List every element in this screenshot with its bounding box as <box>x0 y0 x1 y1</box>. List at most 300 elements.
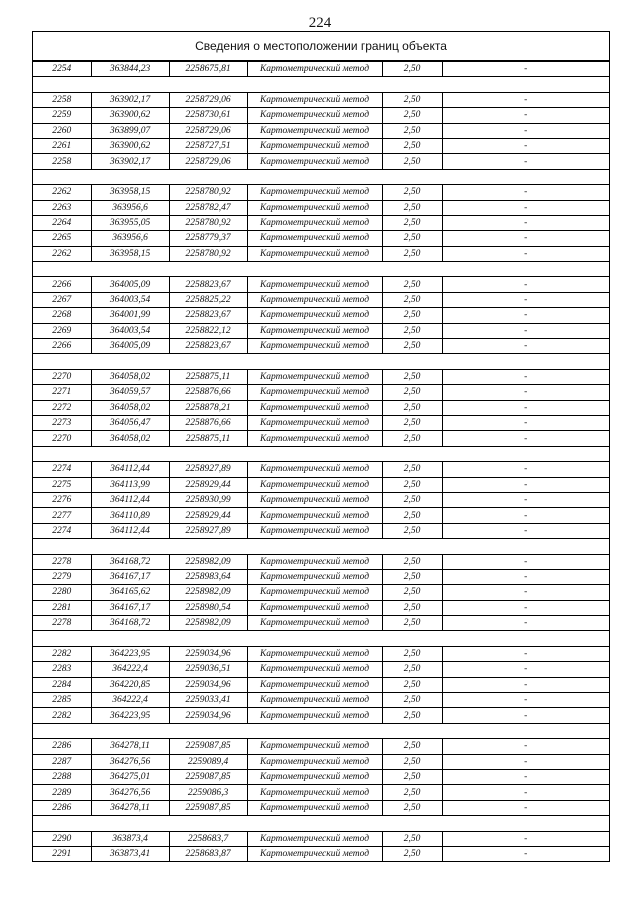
point-number-cell: 2278 <box>33 616 91 631</box>
y-coordinate-cell: 2258730,61 <box>169 108 247 123</box>
x-coordinate-cell: 364058,02 <box>91 369 169 384</box>
description-cell: - <box>442 277 609 292</box>
x-coordinate-cell: 364113,99 <box>91 477 169 492</box>
accuracy-cell: 2,50 <box>382 785 442 800</box>
y-coordinate-cell: 2258825,22 <box>169 292 247 307</box>
accuracy-cell: 2,50 <box>382 462 442 477</box>
description-cell: - <box>442 800 609 815</box>
description-cell: - <box>442 231 609 246</box>
point-number-cell: 2264 <box>33 215 91 230</box>
table-row <box>33 62 609 77</box>
x-coordinate-cell: 364276,56 <box>91 785 169 800</box>
y-coordinate-cell: 2258822,12 <box>169 323 247 338</box>
method-cell: Картометрический метод <box>247 646 382 661</box>
accuracy-cell: 2,50 <box>382 215 442 230</box>
accuracy-cell: 2,50 <box>382 769 442 784</box>
description-cell: - <box>442 569 609 584</box>
group-separator-row <box>33 631 609 646</box>
method-cell: Картометрический метод <box>247 385 382 400</box>
y-coordinate-cell: 2259087,85 <box>169 739 247 754</box>
y-coordinate-cell: 2259086,3 <box>169 785 247 800</box>
description-cell: - <box>442 292 609 307</box>
accuracy-cell: 2,50 <box>382 231 442 246</box>
group-separator-row <box>33 446 609 461</box>
point-number-cell: 2270 <box>33 431 91 446</box>
coordinates-table-frame <box>32 31 610 862</box>
point-number-cell: 2259 <box>33 108 91 123</box>
table-row <box>33 508 609 523</box>
y-coordinate-cell: 2258729,06 <box>169 154 247 169</box>
y-coordinate-cell: 2258823,67 <box>169 277 247 292</box>
coordinates-table-body <box>33 62 609 862</box>
point-number-cell: 2258 <box>33 154 91 169</box>
point-number-cell: 2269 <box>33 323 91 338</box>
accuracy-cell: 2,50 <box>382 708 442 723</box>
accuracy-cell: 2,50 <box>382 508 442 523</box>
point-number-cell: 2267 <box>33 292 91 307</box>
y-coordinate-cell: 2258876,66 <box>169 415 247 430</box>
method-cell: Картометрический метод <box>247 308 382 323</box>
point-number-cell: 2287 <box>33 754 91 769</box>
table-row <box>33 200 609 215</box>
point-number-cell: 2286 <box>33 739 91 754</box>
method-cell: Картометрический метод <box>247 400 382 415</box>
table-row <box>33 785 609 800</box>
method-cell: Картометрический метод <box>247 569 382 584</box>
y-coordinate-cell: 2258876,66 <box>169 385 247 400</box>
method-cell: Картометрический метод <box>247 62 382 77</box>
point-number-cell: 2268 <box>33 308 91 323</box>
y-coordinate-cell: 2258927,89 <box>169 523 247 538</box>
x-coordinate-cell: 364003,54 <box>91 292 169 307</box>
table-row <box>33 662 609 677</box>
point-number-cell: 2289 <box>33 785 91 800</box>
description-cell: - <box>442 308 609 323</box>
x-coordinate-cell: 364220,85 <box>91 677 169 692</box>
x-coordinate-cell: 364278,11 <box>91 800 169 815</box>
method-cell: Картометрический метод <box>247 739 382 754</box>
table-row <box>33 138 609 153</box>
point-number-cell: 2280 <box>33 585 91 600</box>
method-cell: Картометрический метод <box>247 492 382 507</box>
y-coordinate-cell: 2258927,89 <box>169 462 247 477</box>
table-row <box>33 831 609 846</box>
method-cell: Картометрический метод <box>247 200 382 215</box>
description-cell: - <box>442 508 609 523</box>
description-cell: - <box>442 185 609 200</box>
description-cell: - <box>442 92 609 107</box>
group-separator-cell <box>33 539 609 554</box>
point-number-cell: 2282 <box>33 646 91 661</box>
description-cell: - <box>442 677 609 692</box>
group-separator-row <box>33 723 609 738</box>
method-cell: Картометрический метод <box>247 846 382 861</box>
table-row <box>33 477 609 492</box>
accuracy-cell: 2,50 <box>382 477 442 492</box>
x-coordinate-cell: 363873,4 <box>91 831 169 846</box>
point-number-cell: 2265 <box>33 231 91 246</box>
method-cell: Картометрический метод <box>247 292 382 307</box>
accuracy-cell: 2,50 <box>382 431 442 446</box>
y-coordinate-cell: 2258779,37 <box>169 231 247 246</box>
x-coordinate-cell: 364058,02 <box>91 431 169 446</box>
method-cell: Картометрический метод <box>247 523 382 538</box>
description-cell: - <box>442 385 609 400</box>
accuracy-cell: 2,50 <box>382 554 442 569</box>
table-row <box>33 231 609 246</box>
x-coordinate-cell: 364005,09 <box>91 277 169 292</box>
accuracy-cell: 2,50 <box>382 62 442 77</box>
description-cell: - <box>442 400 609 415</box>
x-coordinate-cell: 364275,01 <box>91 769 169 784</box>
accuracy-cell: 2,50 <box>382 600 442 615</box>
y-coordinate-cell: 2258729,06 <box>169 92 247 107</box>
method-cell: Картометрический метод <box>247 108 382 123</box>
accuracy-cell: 2,50 <box>382 323 442 338</box>
point-number-cell: 2277 <box>33 508 91 523</box>
table-row <box>33 385 609 400</box>
description-cell: - <box>442 339 609 354</box>
group-separator-cell <box>33 631 609 646</box>
x-coordinate-cell: 364167,17 <box>91 600 169 615</box>
y-coordinate-cell: 2258929,44 <box>169 508 247 523</box>
point-number-cell: 2288 <box>33 769 91 784</box>
x-coordinate-cell: 364001,99 <box>91 308 169 323</box>
method-cell: Картометрический метод <box>247 185 382 200</box>
point-number-cell: 2262 <box>33 185 91 200</box>
description-cell: - <box>442 693 609 708</box>
y-coordinate-cell: 2258780,92 <box>169 246 247 261</box>
x-coordinate-cell: 364059,57 <box>91 385 169 400</box>
point-number-cell: 2284 <box>33 677 91 692</box>
x-coordinate-cell: 364276,56 <box>91 754 169 769</box>
method-cell: Картометрический метод <box>247 462 382 477</box>
accuracy-cell: 2,50 <box>382 754 442 769</box>
x-coordinate-cell: 364112,44 <box>91 462 169 477</box>
method-cell: Картометрический метод <box>247 616 382 631</box>
y-coordinate-cell: 2259087,85 <box>169 800 247 815</box>
y-coordinate-cell: 2258727,51 <box>169 138 247 153</box>
x-coordinate-cell: 364168,72 <box>91 616 169 631</box>
description-cell: - <box>442 154 609 169</box>
group-separator-cell <box>33 816 609 831</box>
method-cell: Картометрический метод <box>247 785 382 800</box>
table-row <box>33 277 609 292</box>
table-row <box>33 585 609 600</box>
y-coordinate-cell: 2258983,64 <box>169 569 247 584</box>
method-cell: Картометрический метод <box>247 693 382 708</box>
table-row <box>33 769 609 784</box>
x-coordinate-cell: 363902,17 <box>91 92 169 107</box>
accuracy-cell: 2,50 <box>382 123 442 138</box>
y-coordinate-cell: 2258878,21 <box>169 400 247 415</box>
x-coordinate-cell: 363958,15 <box>91 246 169 261</box>
x-coordinate-cell: 363958,15 <box>91 185 169 200</box>
table-row <box>33 739 609 754</box>
description-cell: - <box>442 477 609 492</box>
y-coordinate-cell: 2259033,41 <box>169 693 247 708</box>
description-cell: - <box>442 138 609 153</box>
accuracy-cell: 2,50 <box>382 200 442 215</box>
point-number-cell: 2263 <box>33 200 91 215</box>
description-cell: - <box>442 108 609 123</box>
accuracy-cell: 2,50 <box>382 492 442 507</box>
description-cell: - <box>442 492 609 507</box>
table-row <box>33 462 609 477</box>
method-cell: Картометрический метод <box>247 754 382 769</box>
table-row <box>33 92 609 107</box>
accuracy-cell: 2,50 <box>382 292 442 307</box>
x-coordinate-cell: 364112,44 <box>91 523 169 538</box>
y-coordinate-cell: 2258780,92 <box>169 185 247 200</box>
table-row <box>33 846 609 861</box>
y-coordinate-cell: 2258782,47 <box>169 200 247 215</box>
accuracy-cell: 2,50 <box>382 677 442 692</box>
description-cell: - <box>442 369 609 384</box>
description-cell: - <box>442 246 609 261</box>
group-separator-cell <box>33 262 609 277</box>
table-row <box>33 646 609 661</box>
accuracy-cell: 2,50 <box>382 92 442 107</box>
method-cell: Картометрический метод <box>247 138 382 153</box>
description-cell: - <box>442 769 609 784</box>
group-separator-row <box>33 539 609 554</box>
point-number-cell: 2266 <box>33 277 91 292</box>
table-title: Сведения о местоположении границ объекта <box>33 32 609 61</box>
coordinates-table <box>33 61 609 862</box>
accuracy-cell: 2,50 <box>382 739 442 754</box>
description-cell: - <box>442 785 609 800</box>
point-number-cell: 2273 <box>33 415 91 430</box>
y-coordinate-cell: 2258930,99 <box>169 492 247 507</box>
point-number-cell: 2283 <box>33 662 91 677</box>
x-coordinate-cell: 363900,62 <box>91 108 169 123</box>
description-cell: - <box>442 708 609 723</box>
description-cell: - <box>442 600 609 615</box>
table-row <box>33 677 609 692</box>
point-number-cell: 2272 <box>33 400 91 415</box>
table-row <box>33 754 609 769</box>
point-number-cell: 2275 <box>33 477 91 492</box>
point-number-cell: 2271 <box>33 385 91 400</box>
x-coordinate-cell: 364167,17 <box>91 569 169 584</box>
point-number-cell: 2285 <box>33 693 91 708</box>
description-cell: - <box>442 523 609 538</box>
group-separator-cell <box>33 446 609 461</box>
point-number-cell: 2279 <box>33 569 91 584</box>
point-number-cell: 2291 <box>33 846 91 861</box>
y-coordinate-cell: 2258982,09 <box>169 554 247 569</box>
x-coordinate-cell: 363900,62 <box>91 138 169 153</box>
description-cell: - <box>442 415 609 430</box>
page-number: 224 <box>308 15 332 31</box>
description-cell: - <box>442 123 609 138</box>
group-separator-cell <box>33 169 609 184</box>
method-cell: Картометрический метод <box>247 369 382 384</box>
y-coordinate-cell: 2259034,96 <box>169 708 247 723</box>
description-cell: - <box>442 215 609 230</box>
x-coordinate-cell: 364110,89 <box>91 508 169 523</box>
group-separator-cell <box>33 723 609 738</box>
description-cell: - <box>442 754 609 769</box>
x-coordinate-cell: 364058,02 <box>91 400 169 415</box>
table-row <box>33 292 609 307</box>
x-coordinate-cell: 364223,95 <box>91 708 169 723</box>
description-cell: - <box>442 846 609 861</box>
x-coordinate-cell: 364003,54 <box>91 323 169 338</box>
description-cell: - <box>442 431 609 446</box>
accuracy-cell: 2,50 <box>382 693 442 708</box>
table-row <box>33 415 609 430</box>
point-number-cell: 2262 <box>33 246 91 261</box>
accuracy-cell: 2,50 <box>382 277 442 292</box>
table-row <box>33 246 609 261</box>
method-cell: Картометрический метод <box>247 662 382 677</box>
accuracy-cell: 2,50 <box>382 569 442 584</box>
y-coordinate-cell: 2258780,92 <box>169 215 247 230</box>
method-cell: Картометрический метод <box>247 769 382 784</box>
description-cell: - <box>442 831 609 846</box>
table-row <box>33 693 609 708</box>
x-coordinate-cell: 363873,41 <box>91 846 169 861</box>
description-cell: - <box>442 200 609 215</box>
description-cell: - <box>442 323 609 338</box>
point-number-cell: 2266 <box>33 339 91 354</box>
method-cell: Картометрический метод <box>247 215 382 230</box>
accuracy-cell: 2,50 <box>382 138 442 153</box>
table-row <box>33 339 609 354</box>
accuracy-cell: 2,50 <box>382 108 442 123</box>
x-coordinate-cell: 364005,09 <box>91 339 169 354</box>
x-coordinate-cell: 363899,07 <box>91 123 169 138</box>
table-row <box>33 523 609 538</box>
x-coordinate-cell: 363956,6 <box>91 231 169 246</box>
group-separator-cell <box>33 354 609 369</box>
point-number-cell: 2290 <box>33 831 91 846</box>
point-number-cell: 2260 <box>33 123 91 138</box>
y-coordinate-cell: 2258823,67 <box>169 339 247 354</box>
x-coordinate-cell: 363956,6 <box>91 200 169 215</box>
y-coordinate-cell: 2258982,09 <box>169 585 247 600</box>
description-cell: - <box>442 646 609 661</box>
description-cell: - <box>442 616 609 631</box>
y-coordinate-cell: 2259036,51 <box>169 662 247 677</box>
method-cell: Картометрический метод <box>247 246 382 261</box>
method-cell: Картометрический метод <box>247 231 382 246</box>
table-row <box>33 431 609 446</box>
table-row <box>33 554 609 569</box>
accuracy-cell: 2,50 <box>382 831 442 846</box>
table-row <box>33 154 609 169</box>
y-coordinate-cell: 2259034,96 <box>169 677 247 692</box>
group-separator-row <box>33 77 609 92</box>
description-cell: - <box>442 462 609 477</box>
point-number-cell: 2274 <box>33 462 91 477</box>
point-number-cell: 2276 <box>33 492 91 507</box>
group-separator-cell <box>33 77 609 92</box>
group-separator-row <box>33 816 609 831</box>
table-row <box>33 800 609 815</box>
method-cell: Картометрический метод <box>247 323 382 338</box>
accuracy-cell: 2,50 <box>382 616 442 631</box>
point-number-cell: 2278 <box>33 554 91 569</box>
description-cell: - <box>442 62 609 77</box>
table-row <box>33 400 609 415</box>
method-cell: Картометрический метод <box>247 277 382 292</box>
method-cell: Картометрический метод <box>247 554 382 569</box>
table-row <box>33 492 609 507</box>
point-number-cell: 2270 <box>33 369 91 384</box>
x-coordinate-cell: 364165,62 <box>91 585 169 600</box>
accuracy-cell: 2,50 <box>382 246 442 261</box>
accuracy-cell: 2,50 <box>382 646 442 661</box>
y-coordinate-cell: 2258875,11 <box>169 431 247 446</box>
accuracy-cell: 2,50 <box>382 154 442 169</box>
accuracy-cell: 2,50 <box>382 846 442 861</box>
accuracy-cell: 2,50 <box>382 185 442 200</box>
y-coordinate-cell: 2259034,96 <box>169 646 247 661</box>
y-coordinate-cell: 2258982,09 <box>169 616 247 631</box>
method-cell: Картометрический метод <box>247 600 382 615</box>
accuracy-cell: 2,50 <box>382 400 442 415</box>
y-coordinate-cell: 2258675,81 <box>169 62 247 77</box>
x-coordinate-cell: 364222,4 <box>91 662 169 677</box>
x-coordinate-cell: 363902,17 <box>91 154 169 169</box>
accuracy-cell: 2,50 <box>382 385 442 400</box>
description-cell: - <box>442 554 609 569</box>
y-coordinate-cell: 2259089,4 <box>169 754 247 769</box>
description-cell: - <box>442 585 609 600</box>
method-cell: Картометрический метод <box>247 339 382 354</box>
table-row <box>33 323 609 338</box>
method-cell: Картометрический метод <box>247 708 382 723</box>
group-separator-row <box>33 169 609 184</box>
x-coordinate-cell: 363955,05 <box>91 215 169 230</box>
x-coordinate-cell: 364223,95 <box>91 646 169 661</box>
point-number-cell: 2282 <box>33 708 91 723</box>
description-cell: - <box>442 739 609 754</box>
group-separator-row <box>33 354 609 369</box>
method-cell: Картометрический метод <box>247 415 382 430</box>
method-cell: Картометрический метод <box>247 154 382 169</box>
method-cell: Картометрический метод <box>247 123 382 138</box>
y-coordinate-cell: 2258980,54 <box>169 600 247 615</box>
point-number-cell: 2286 <box>33 800 91 815</box>
accuracy-cell: 2,50 <box>382 585 442 600</box>
method-cell: Картометрический метод <box>247 431 382 446</box>
point-number-cell: 2274 <box>33 523 91 538</box>
description-cell: - <box>442 662 609 677</box>
accuracy-cell: 2,50 <box>382 415 442 430</box>
y-coordinate-cell: 2258729,06 <box>169 123 247 138</box>
point-number-cell: 2281 <box>33 600 91 615</box>
x-coordinate-cell: 364112,44 <box>91 492 169 507</box>
table-row <box>33 616 609 631</box>
accuracy-cell: 2,50 <box>382 523 442 538</box>
table-row <box>33 369 609 384</box>
point-number-cell: 2254 <box>33 62 91 77</box>
table-row <box>33 108 609 123</box>
x-coordinate-cell: 363844,23 <box>91 62 169 77</box>
accuracy-cell: 2,50 <box>382 339 442 354</box>
method-cell: Картометрический метод <box>247 800 382 815</box>
table-row <box>33 308 609 323</box>
y-coordinate-cell: 2258875,11 <box>169 369 247 384</box>
method-cell: Картометрический метод <box>247 477 382 492</box>
accuracy-cell: 2,50 <box>382 308 442 323</box>
accuracy-cell: 2,50 <box>382 662 442 677</box>
table-row <box>33 215 609 230</box>
